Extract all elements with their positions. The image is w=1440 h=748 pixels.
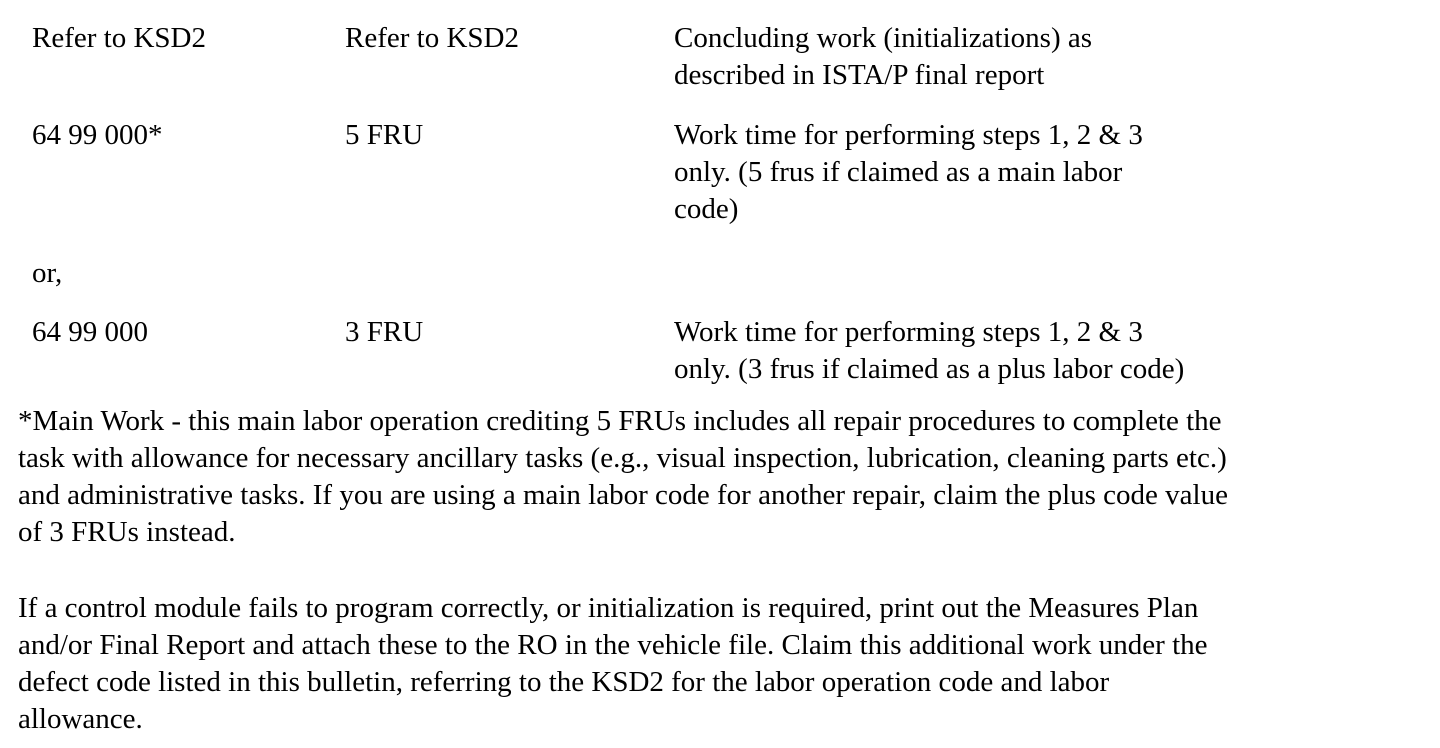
labor-units-cell: 3 FRU — [345, 316, 424, 348]
note-line: If a control module fails to program correctly, or initialization is required, print out the Measures Plan — [18, 592, 1199, 624]
note-line: defect code listed in this bulletin, referring to the KSD2 for the labor operation code and labor — [18, 666, 1110, 698]
note-line: allowance. — [18, 703, 143, 735]
note-line: of 3 FRUs instead. — [18, 516, 236, 548]
labor-code-cell: Refer to KSD2 — [32, 22, 206, 54]
note-line: task with allowance for necessary ancillary tasks (e.g., visual inspection, lubrication, cleaning parts etc.) — [18, 442, 1227, 474]
control-module-note — [18, 590, 1428, 738]
description-line: Work time for performing steps 1, 2 & 3 — [674, 119, 1143, 151]
description-line: described in ISTA/P final report — [674, 59, 1045, 91]
description-line: code) — [674, 193, 739, 225]
note-line: and/or Final Report and attach these to the RO in the vehicle file. Claim this additional work under the — [18, 629, 1208, 661]
main-work-note — [18, 403, 1428, 551]
labor-code-cell: 64 99 000 — [32, 316, 148, 348]
description-line: only. (5 frus if claimed as a main labor — [674, 156, 1123, 188]
description-line: Concluding work (initializations) as — [674, 22, 1093, 54]
or-separator: or, — [32, 257, 63, 289]
labor-units-cell: Refer to KSD2 — [345, 22, 519, 54]
note-line: and administrative tasks. If you are using a main labor code for another repair, claim the plus code value — [18, 479, 1228, 511]
labor-description-cell — [674, 20, 1274, 94]
labor-units-cell: 5 FRU — [345, 119, 424, 151]
description-line: only. (3 frus if claimed as a plus labor code) — [674, 353, 1185, 385]
labor-description-cell — [674, 314, 1274, 388]
labor-description-cell — [674, 117, 1274, 228]
labor-code-cell: 64 99 000* — [32, 119, 163, 151]
note-line: *Main Work - this main labor operation crediting 5 FRUs includes all repair procedures to complete the — [18, 405, 1222, 437]
description-line: Work time for performing steps 1, 2 & 3 — [674, 316, 1143, 348]
